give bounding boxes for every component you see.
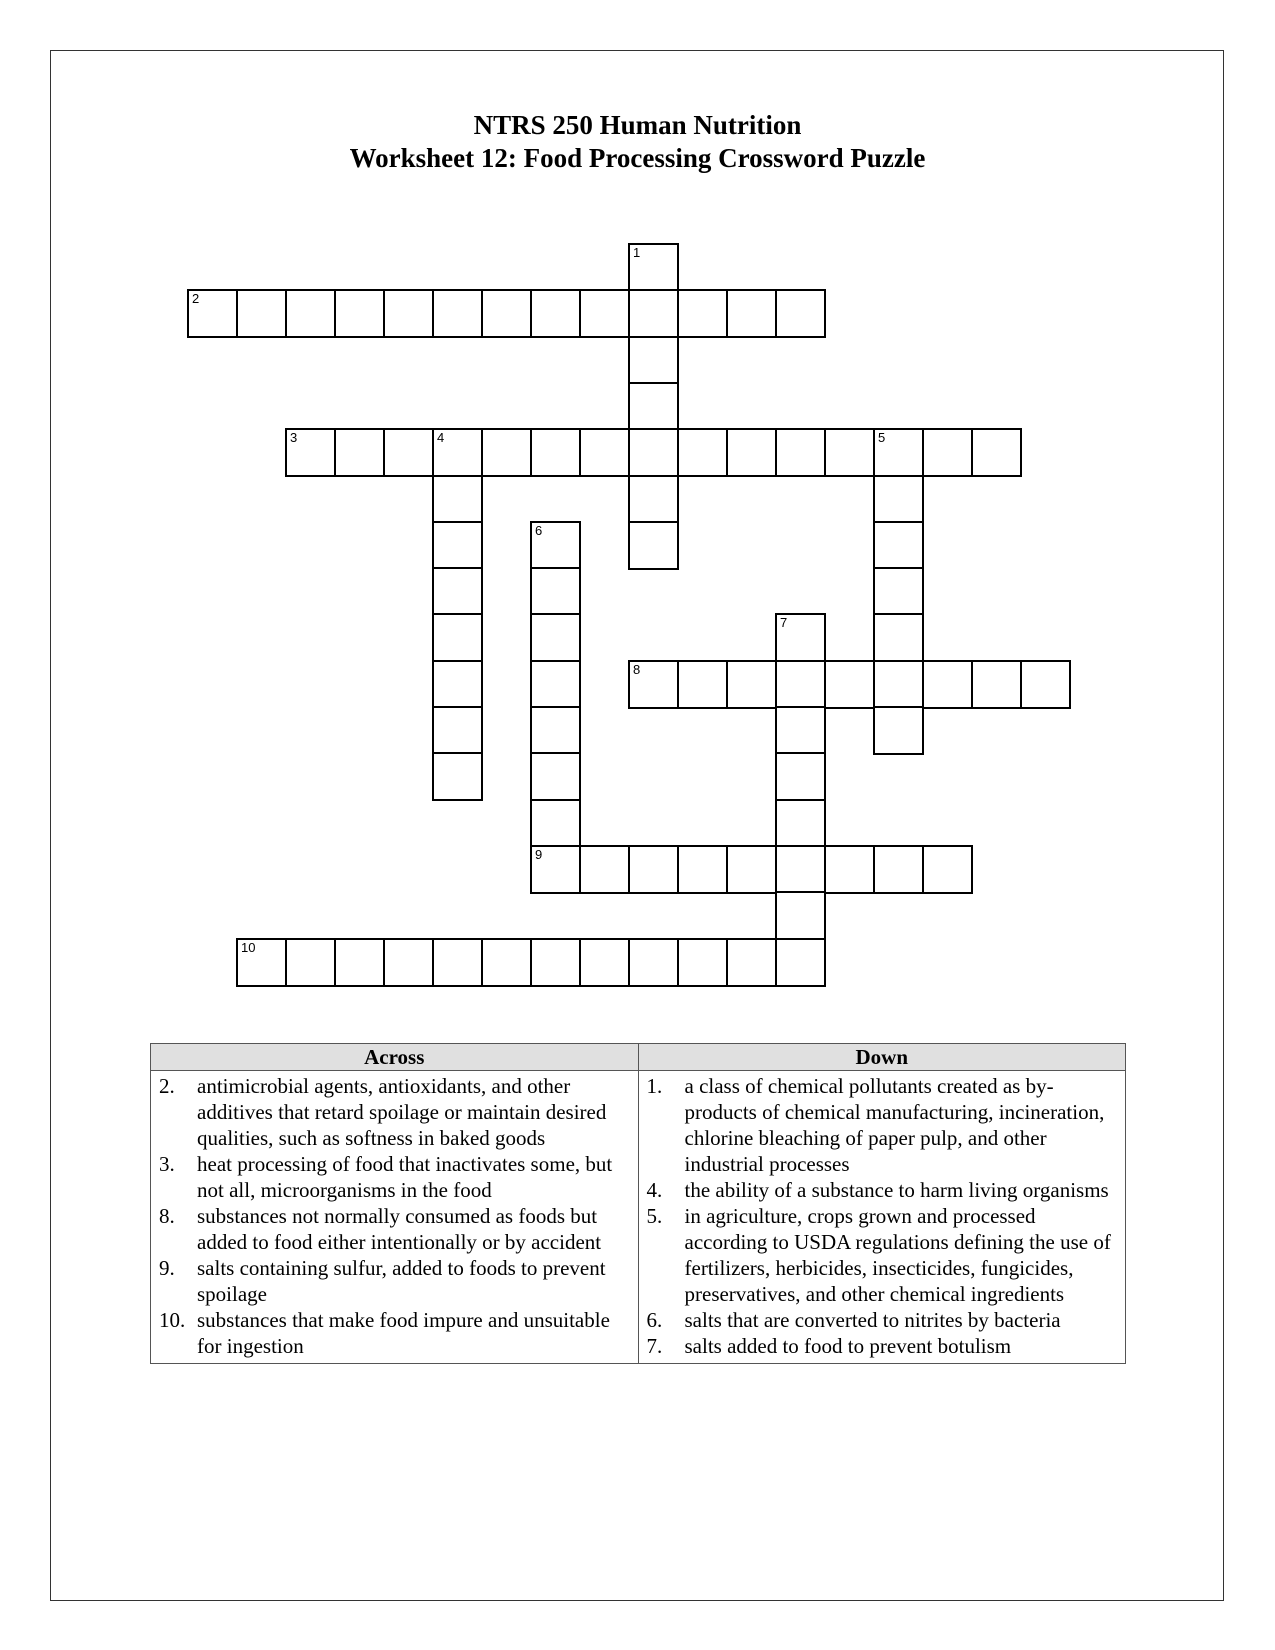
crossword-cell[interactable] (824, 845, 875, 894)
crossword-cell[interactable] (530, 845, 581, 894)
clue-number-7: 7 (780, 615, 788, 631)
crossword-cell[interactable] (530, 289, 581, 338)
crossword-cell[interactable] (383, 938, 434, 987)
clue-across-9: 9. salts containing sulfur, added to foods to prevent spoilage (159, 1256, 606, 1306)
crossword-cell[interactable] (432, 706, 483, 755)
crossword-cell[interactable] (775, 660, 826, 709)
clue-number-8: 8 (633, 661, 641, 677)
down-heading: Down (638, 1044, 1126, 1071)
crossword-cell[interactable] (628, 521, 679, 570)
crossword-cell[interactable] (628, 938, 679, 987)
crossword-cell[interactable] (726, 660, 777, 709)
crossword-cell[interactable] (677, 428, 728, 477)
crossword-cell[interactable] (775, 706, 826, 755)
crossword-cell[interactable] (432, 428, 483, 477)
crossword-cell[interactable] (383, 428, 434, 477)
across-clues (151, 1071, 639, 1364)
crossword-cell[interactable] (628, 336, 679, 385)
clue-number-10: 10 (241, 939, 256, 955)
crossword-cell[interactable] (236, 938, 287, 987)
crossword-cell[interactable] (579, 845, 630, 894)
crossword-cell[interactable] (530, 938, 581, 987)
crossword-cell[interactable] (530, 521, 581, 570)
crossword-cell[interactable] (334, 428, 385, 477)
clue-down-5: 5. in agriculture, crops grown and processed according to USDA regulations defining the use of fertilizers, herbicides, insecticides, fungicides, preservatives, and other chemical ingredients (646, 1204, 1111, 1306)
course-title: NTRS 250 Human Nutrition (473, 110, 802, 140)
crossword-cell[interactable] (677, 289, 728, 338)
crossword-cell[interactable] (726, 428, 777, 477)
crossword-cell[interactable] (530, 752, 581, 801)
crossword-cell[interactable] (922, 845, 973, 894)
crossword-cell[interactable] (775, 752, 826, 801)
clue-down-4: 4. the ability of a substance to harm living organisms (646, 1178, 1109, 1202)
crossword-cell[interactable] (677, 660, 728, 709)
crossword-cell[interactable] (530, 428, 581, 477)
crossword-cell[interactable] (922, 660, 973, 709)
crossword-cell[interactable] (775, 799, 826, 848)
crossword-cell[interactable] (971, 428, 1022, 477)
crossword-cell[interactable] (775, 613, 826, 662)
clue-across-8: 8. substances not normally consumed as foods but added to food either intentionally or by accident (159, 1204, 602, 1254)
crossword-cell[interactable] (628, 660, 679, 709)
crossword-cell[interactable] (628, 382, 679, 431)
crossword-cell[interactable] (873, 660, 924, 709)
crossword-cell[interactable] (579, 428, 630, 477)
clue-down-6: 6. salts that are converted to nitrites by bacteria (646, 1308, 1061, 1332)
crossword-cell[interactable] (285, 938, 336, 987)
crossword-cell[interactable] (432, 938, 483, 987)
crossword-cell[interactable] (873, 613, 924, 662)
crossword-cell[interactable] (628, 475, 679, 524)
crossword-cell[interactable] (775, 845, 826, 894)
clue-number-6: 6 (535, 522, 543, 538)
crossword-cell[interactable] (922, 428, 973, 477)
crossword-cell[interactable] (628, 289, 679, 338)
crossword-cell[interactable] (530, 613, 581, 662)
crossword-cell[interactable] (873, 845, 924, 894)
crossword-cell[interactable] (530, 660, 581, 709)
crossword-cell[interactable] (1020, 660, 1071, 709)
crossword-cell[interactable] (432, 521, 483, 570)
crossword-cell[interactable] (383, 289, 434, 338)
crossword-cell[interactable] (530, 799, 581, 848)
clue-number-4: 4 (437, 430, 445, 446)
crossword-cell[interactable] (432, 289, 483, 338)
crossword-cell[interactable] (824, 428, 875, 477)
down-clues (638, 1071, 1126, 1364)
clue-number-1: 1 (633, 245, 641, 260)
crossword-cell[interactable] (677, 938, 728, 987)
crossword-cell[interactable] (432, 752, 483, 801)
crossword-cell[interactable] (285, 289, 336, 338)
across-heading: Across (151, 1044, 639, 1071)
worksheet-title: Worksheet 12: Food Processing Crossword Puzzle (349, 143, 926, 173)
crossword-cell[interactable] (873, 521, 924, 570)
crossword-cell[interactable] (432, 475, 483, 524)
crossword-cell[interactable] (873, 706, 924, 755)
clue-number-9: 9 (535, 846, 543, 862)
crossword-cell[interactable] (824, 660, 875, 709)
clue-down-7: 7. salts added to food to prevent botulism (646, 1334, 1012, 1358)
crossword-cell[interactable] (677, 845, 728, 894)
crossword-cell[interactable] (873, 475, 924, 524)
clue-number-2: 2 (192, 291, 200, 307)
clue-number-3: 3 (290, 430, 298, 446)
crossword-cell[interactable] (726, 845, 777, 894)
clue-number-5: 5 (878, 430, 886, 446)
crossword-cell[interactable] (726, 938, 777, 987)
crossword-cell[interactable] (873, 567, 924, 616)
crossword-cell[interactable] (628, 243, 679, 292)
crossword-cell[interactable] (726, 289, 777, 338)
crossword-cell[interactable] (334, 938, 385, 987)
crossword-cell[interactable] (187, 289, 238, 338)
crossword-cell[interactable] (530, 567, 581, 616)
crossword-cell[interactable] (971, 660, 1022, 709)
crossword-cell[interactable] (775, 891, 826, 940)
clue-across-10: 10. substances that make food impure and unsuitable for ingestion (159, 1308, 610, 1358)
crossword-cell[interactable] (481, 938, 532, 987)
crossword-cell[interactable] (775, 428, 826, 477)
crossword-cell[interactable] (285, 428, 336, 477)
clues-table (150, 1043, 1126, 1364)
crossword-cell[interactable] (579, 289, 630, 338)
crossword-cell[interactable] (432, 660, 483, 709)
clue-down-1: 1. a class of chemical pollutants created as by-products of chemical manufacturing, incineration, chlorine bleaching of paper pulp, and other industrial processes (646, 1074, 1105, 1176)
crossword-cell[interactable] (481, 428, 532, 477)
crossword-cell[interactable] (432, 613, 483, 662)
crossword-cell[interactable] (530, 706, 581, 755)
crossword-cell[interactable] (873, 428, 924, 477)
crossword-cell[interactable] (628, 428, 679, 477)
clue-across-2: 2. antimicrobial agents, antioxidants, and other additives that retard spoilage or maintain desired qualities, such as softness in baked goods (159, 1074, 607, 1150)
crossword-cell[interactable] (481, 289, 532, 338)
crossword-cell[interactable] (775, 289, 826, 338)
crossword-cell[interactable] (628, 845, 679, 894)
crossword-cell[interactable] (236, 289, 287, 338)
crossword-cell[interactable] (579, 938, 630, 987)
crossword-cell[interactable] (432, 567, 483, 616)
clue-across-3: 3. heat processing of food that inactivates some, but not all, microorganisms in the food (159, 1152, 613, 1202)
crossword-cell[interactable] (775, 938, 826, 987)
crossword-cell[interactable] (334, 289, 385, 338)
